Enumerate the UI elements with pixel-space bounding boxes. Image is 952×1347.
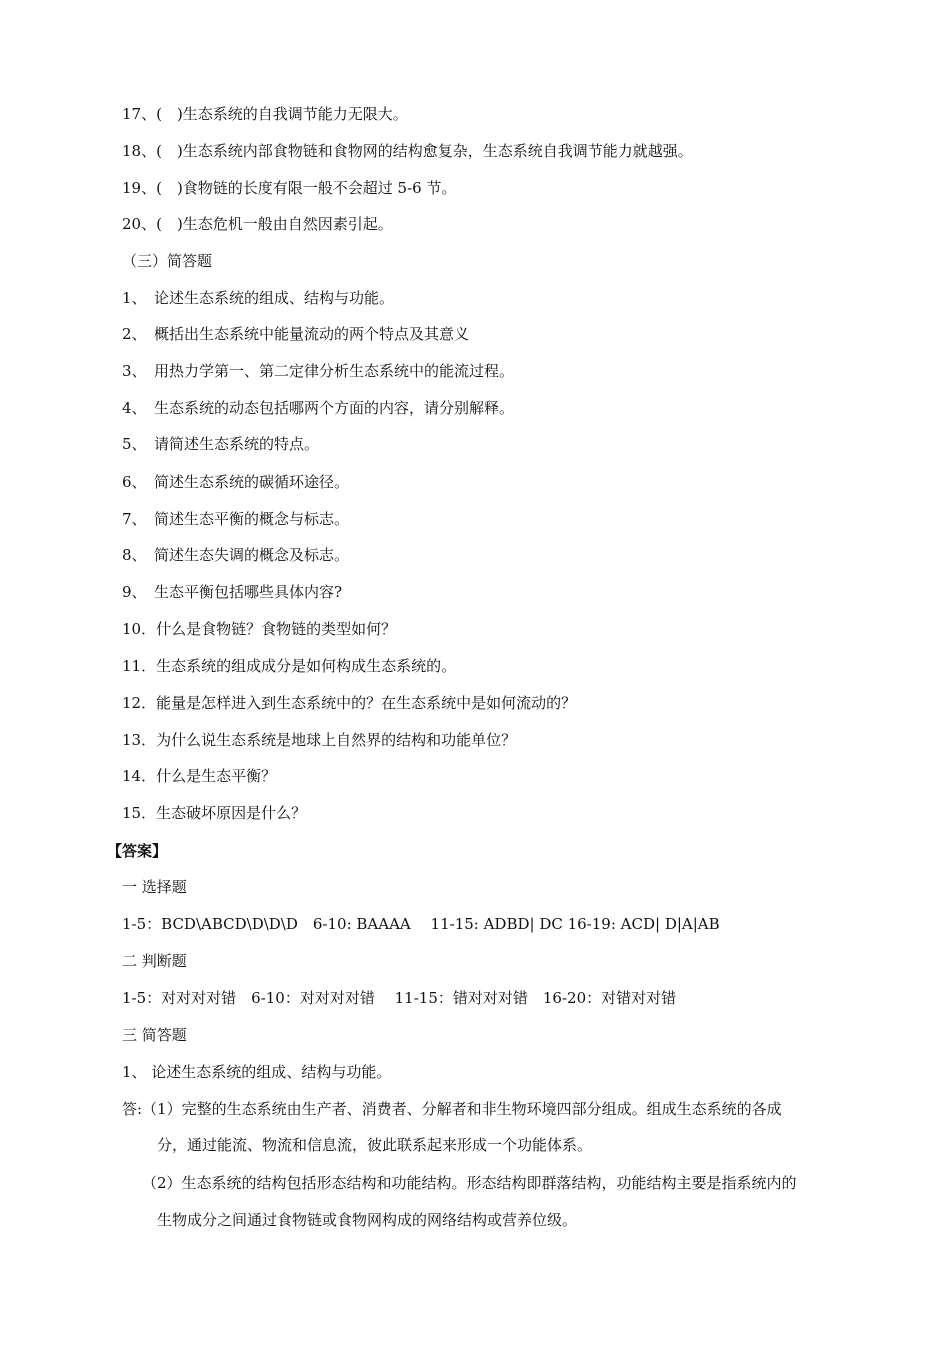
judgment-item-18: 18、( )生态系统内部食物链和食物网的结构愈复杂，生态系统自我调节能力就越强。 — [122, 142, 693, 160]
short-answer-item: 10．什么是食物链？食物链的类型如何？ — [122, 620, 397, 638]
short-answer-item: 11．生态系统的组成成分是如何构成生态系统的。 — [122, 657, 457, 675]
short-answer-item: 3、 用热力学第一、第二定律分析生态系统中的能流过程。 — [122, 362, 515, 380]
answers-section3-title: 三 简答题 — [122, 1026, 187, 1044]
short-answer-item: 5、 请简述生态系统的特点。 — [122, 435, 320, 453]
short-answer-item: 9、 生态平衡包括哪些具体内容? — [122, 583, 343, 601]
short-answer-item: 12．能量是怎样进入到生态系统中的？在生态系统中是如何流动的？ — [122, 694, 577, 712]
short-answer-item: 1、 论述生态系统的组成、结构与功能。 — [122, 289, 395, 307]
judgment-item-20: 20、( )生态危机一般由自然因素引起。 — [122, 215, 393, 233]
short-answer-item: 6、 简述生态系统的碳循环途径。 — [122, 473, 350, 491]
short-answer-item: 4、 生态系统的动态包括哪两个方面的内容，请分别解释。 — [122, 399, 515, 417]
short-answer-item: 8、 简述生态失调的概念及标志。 — [122, 546, 350, 564]
short-answer-heading: （三）简答题 — [122, 252, 213, 270]
answers-section2-text: 1-5：对对对对错 6-10：对对对对错 11-15：错对对对错 16-20：对错对对错 — [122, 989, 677, 1007]
judgment-item-17: 17、( )生态系统的自我调节能力无限大。 — [122, 105, 408, 123]
answers-heading: 【答案】 — [107, 842, 168, 860]
answers-section1-text: 1-5：BCD\ABCD\D\D\D 6-10: BAAAA 11-15: ADBD| DC 16-19: ACD| D|A|AB — [122, 915, 720, 933]
judgment-item-19: 19、( )食物链的长度有限一般不会超过 5-6 节。 — [122, 179, 457, 197]
short-answer-item: 15．生态破坏原因是什么？ — [122, 804, 307, 822]
short-answer-item: 14．什么是生态平衡？ — [122, 767, 277, 785]
answers-section2-title: 二 判断题 — [122, 952, 187, 970]
answers-q1: 1、 论述生态系统的组成、结构与功能。 — [122, 1063, 392, 1081]
short-answer-item: 2、 概括出生态系统中能量流动的两个特点及其意义 — [122, 325, 470, 343]
short-answer-item: 7、 简述生态平衡的概念与标志。 — [122, 510, 350, 528]
short-answer-item: 13．为什么说生态系统是地球上自然界的结构和功能单位？ — [122, 731, 517, 749]
answers-a2-line2: 生物成分之间通过食物链或食物网构成的网络结构或营养位级。 — [157, 1211, 578, 1229]
answers-a1-line2: 分，通过能流、物流和信息流，彼此联系起来形成一个功能体系。 — [157, 1136, 593, 1154]
answers-a1-line1: 答:（1）完整的生态系统由生产者、消费者、分解者和非生物环境四部分组成。组成生态系统的各成 — [122, 1100, 782, 1118]
answers-section1-title: 一 选择题 — [122, 878, 187, 896]
answers-a2-line1: （2）生态系统的结构包括形态结构和功能结构。形态结构即群落结构，功能结构主要是指系统内的 — [142, 1174, 797, 1192]
